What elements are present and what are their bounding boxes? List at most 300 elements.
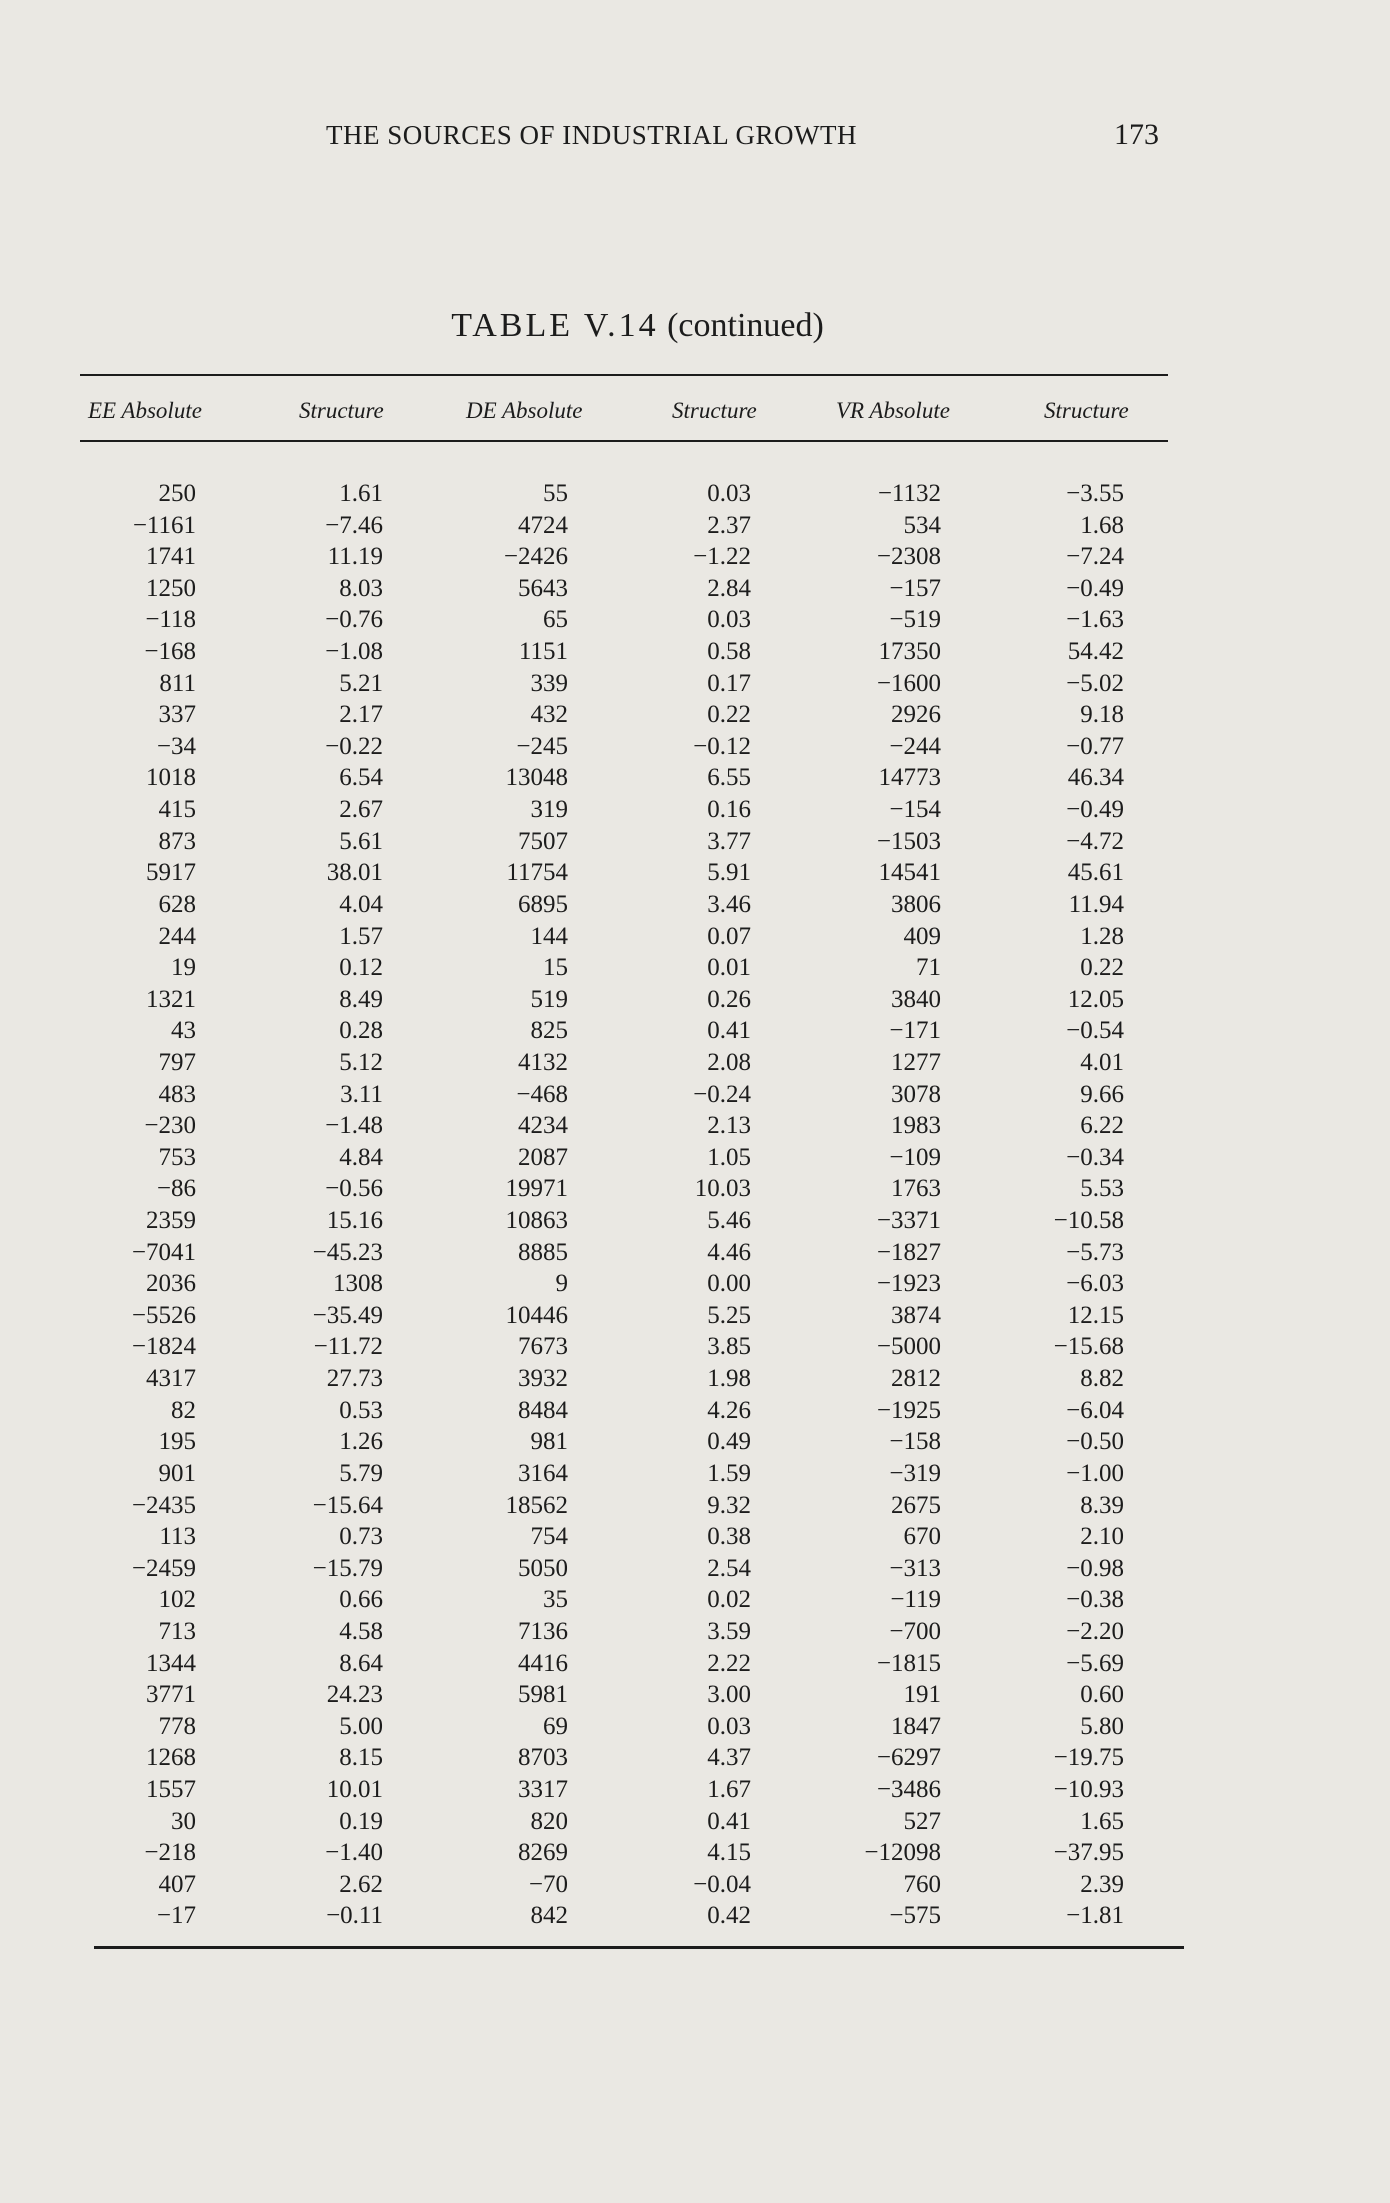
cell-ee-structure: 1.26: [339, 1428, 383, 1456]
cell-vr-absolute: −575: [889, 1902, 941, 1930]
cell-vr-structure: −0.34: [1066, 1143, 1124, 1171]
cell-ee-structure: 1.57: [339, 922, 383, 950]
cell-ee-absolute: 628: [158, 890, 196, 918]
cell-vr-structure: −1.63: [1066, 606, 1124, 634]
cell-ee-absolute: 82: [171, 1396, 196, 1424]
cell-de-absolute: 1151: [518, 638, 568, 666]
cell-de-structure: 0.03: [707, 480, 751, 507]
cell-vr-structure: −15.68: [1053, 1333, 1124, 1361]
cell-vr-absolute: 3078: [891, 1080, 941, 1108]
cell-ee-absolute: 901: [158, 1459, 196, 1487]
cell-de-absolute: −2426: [503, 543, 568, 571]
cell-vr-absolute: 14773: [878, 764, 941, 792]
cell-vr-absolute: 3840: [891, 985, 941, 1013]
cell-de-absolute: 65: [543, 606, 568, 634]
cell-vr-absolute: −109: [889, 1143, 941, 1171]
table-title-main: TABLE V.14: [451, 307, 659, 344]
table-row: [0, 986, 1390, 1018]
cell-de-structure: 4.37: [707, 1744, 751, 1772]
cell-de-absolute: 18562: [505, 1491, 568, 1519]
cell-vr-absolute: 71: [916, 954, 941, 982]
cell-ee-structure: 2.67: [339, 796, 383, 824]
cell-de-absolute: 6895: [518, 890, 568, 918]
cell-ee-structure: −1.48: [325, 1112, 383, 1140]
table-row: [0, 1270, 1390, 1302]
cell-ee-structure: −7.46: [325, 511, 383, 539]
table-row: [0, 1713, 1390, 1745]
cell-ee-structure: 15.16: [326, 1207, 383, 1235]
cell-de-absolute: 11754: [506, 859, 568, 887]
cell-de-structure: 1.98: [707, 1365, 751, 1393]
table-row: [0, 606, 1390, 638]
cell-ee-absolute: 195: [158, 1428, 196, 1456]
cell-ee-structure: 5.12: [339, 1048, 383, 1076]
cell-vr-structure: 11.94: [1068, 890, 1124, 918]
cell-vr-structure: 46.34: [1067, 764, 1124, 792]
cell-de-structure: 2.22: [707, 1649, 751, 1677]
cell-ee-absolute: 250: [158, 480, 196, 507]
cell-ee-absolute: 797: [158, 1048, 196, 1076]
cell-ee-structure: 0.66: [339, 1586, 383, 1614]
cell-de-absolute: 4132: [518, 1048, 568, 1076]
cell-vr-absolute: −519: [889, 606, 941, 634]
cell-vr-structure: −0.49: [1066, 796, 1124, 824]
cell-vr-absolute: 1763: [891, 1175, 941, 1203]
cell-vr-absolute: 2926: [891, 701, 941, 729]
cell-de-absolute: 8269: [518, 1839, 568, 1867]
cell-vr-absolute: 409: [903, 922, 941, 950]
cell-vr-absolute: 17350: [878, 638, 941, 666]
table-row: [0, 575, 1390, 607]
cell-vr-structure: 1.65: [1080, 1807, 1124, 1835]
cell-ee-structure: 2.17: [339, 701, 383, 729]
cell-vr-structure: −0.77: [1066, 732, 1124, 760]
table-row: [0, 1144, 1390, 1176]
table-row: [0, 1207, 1390, 1239]
cell-vr-absolute: 1277: [891, 1048, 941, 1076]
cell-vr-absolute: 527: [903, 1807, 941, 1835]
cell-de-structure: 0.42: [707, 1902, 751, 1930]
table-row: [0, 1460, 1390, 1492]
cell-vr-structure: −10.93: [1053, 1775, 1124, 1803]
table-row: [0, 733, 1390, 765]
column-header-de-structure: Structure: [672, 398, 757, 423]
cell-ee-absolute: −5526: [131, 1301, 196, 1329]
cell-ee-absolute: 483: [158, 1080, 196, 1108]
cell-ee-structure: 2.62: [339, 1870, 383, 1898]
table-row: [0, 1365, 1390, 1397]
table-row: [0, 1492, 1390, 1524]
cell-ee-absolute: −218: [144, 1839, 196, 1867]
cell-ee-structure: 10.01: [326, 1775, 383, 1803]
cell-de-absolute: 7673: [518, 1333, 568, 1361]
cell-de-absolute: −468: [516, 1080, 568, 1108]
cell-vr-structure: 1.28: [1080, 922, 1124, 950]
cell-de-structure: 0.22: [707, 701, 751, 729]
table-row: [0, 1555, 1390, 1587]
cell-vr-absolute: 760: [903, 1870, 941, 1898]
cell-de-absolute: 15: [543, 954, 568, 982]
show-through-text: [450, 200, 461, 251]
cell-vr-absolute: −5000: [876, 1333, 941, 1361]
cell-de-absolute: −245: [516, 732, 568, 760]
cell-vr-structure: 6.22: [1080, 1112, 1124, 1140]
cell-ee-absolute: −1824: [131, 1333, 196, 1361]
cell-de-absolute: 432: [530, 701, 568, 729]
cell-vr-structure: −37.95: [1053, 1839, 1124, 1867]
cell-ee-structure: −11.72: [313, 1333, 383, 1361]
cell-ee-structure: 5.00: [339, 1712, 383, 1740]
cell-de-structure: 5.46: [707, 1207, 751, 1235]
cell-de-absolute: 2087: [518, 1143, 568, 1171]
table-row: [0, 1839, 1390, 1871]
cell-ee-structure: −0.56: [325, 1175, 383, 1203]
cell-vr-absolute: −1923: [876, 1270, 941, 1298]
table-row: [0, 1523, 1390, 1555]
cell-ee-structure: −1.08: [325, 638, 383, 666]
table-row: [0, 638, 1390, 670]
cell-vr-absolute: −171: [889, 1017, 941, 1045]
cell-ee-absolute: 1741: [146, 543, 196, 571]
table-row: [0, 1175, 1390, 1207]
table-body: [0, 480, 1390, 1934]
cell-ee-absolute: −118: [145, 606, 196, 634]
cell-vr-structure: −3.55: [1066, 480, 1124, 507]
cell-vr-structure: −5.69: [1066, 1649, 1124, 1677]
cell-ee-structure: 1.61: [339, 480, 383, 507]
cell-de-absolute: 9: [555, 1270, 568, 1298]
cell-ee-absolute: 30: [171, 1807, 196, 1835]
cell-vr-structure: 45.61: [1067, 859, 1124, 887]
cell-ee-structure: −0.11: [326, 1902, 383, 1930]
cell-ee-absolute: −230: [144, 1112, 196, 1140]
column-header-ee-structure: Structure: [299, 398, 384, 423]
cell-ee-structure: −15.64: [312, 1491, 383, 1519]
cell-de-structure: 3.85: [707, 1333, 751, 1361]
cell-ee-absolute: 1250: [146, 574, 196, 602]
cell-ee-absolute: 43: [171, 1017, 196, 1045]
table-row: [0, 828, 1390, 860]
cell-vr-absolute: −313: [889, 1554, 941, 1582]
cell-vr-structure: −10.58: [1053, 1207, 1124, 1235]
cell-de-absolute: 754: [530, 1523, 568, 1551]
table-row: [0, 1776, 1390, 1808]
cell-de-structure: 10.03: [694, 1175, 751, 1203]
cell-vr-absolute: 3806: [891, 890, 941, 918]
cell-de-absolute: 13048: [505, 764, 568, 792]
table-row: [0, 1333, 1390, 1365]
table-row: [0, 701, 1390, 733]
cell-vr-absolute: −1815: [876, 1649, 941, 1677]
cell-vr-absolute: −700: [889, 1617, 941, 1645]
cell-de-structure: 0.41: [707, 1807, 751, 1835]
cell-vr-structure: 2.10: [1080, 1523, 1124, 1551]
cell-de-structure: 2.54: [707, 1554, 751, 1582]
cell-ee-structure: 8.03: [339, 574, 383, 602]
table-row: [0, 1618, 1390, 1650]
table-row: [0, 1586, 1390, 1618]
cell-vr-absolute: −319: [889, 1459, 941, 1487]
cell-de-absolute: 5643: [518, 574, 568, 602]
cell-ee-structure: 0.12: [339, 954, 383, 982]
table-row: [0, 1112, 1390, 1144]
table-row: [0, 1081, 1390, 1113]
cell-vr-absolute: −6297: [876, 1744, 941, 1772]
cell-vr-structure: 0.22: [1080, 954, 1124, 982]
column-header-de-absolute: DE Absolute: [466, 398, 583, 423]
cell-vr-absolute: 670: [903, 1523, 941, 1551]
cell-ee-absolute: 337: [158, 701, 196, 729]
cell-vr-structure: 0.60: [1080, 1681, 1124, 1709]
cell-ee-structure: 0.73: [339, 1523, 383, 1551]
cell-de-structure: −0.12: [693, 732, 751, 760]
cell-vr-structure: 54.42: [1067, 638, 1124, 666]
column-header-vr-structure: Structure: [1044, 398, 1129, 423]
cell-de-absolute: 35: [543, 1586, 568, 1614]
cell-ee-absolute: 244: [158, 922, 196, 950]
table-bottom-rule: [94, 1946, 1184, 1949]
table-row: [0, 512, 1390, 544]
cell-ee-structure: 27.73: [326, 1365, 383, 1393]
cell-ee-structure: 0.19: [339, 1807, 383, 1835]
table-header-rule: [80, 440, 1168, 442]
cell-vr-absolute: −1827: [876, 1238, 941, 1266]
table-row: [0, 1808, 1390, 1840]
cell-de-structure: 6.55: [707, 764, 751, 792]
table-row: [0, 859, 1390, 891]
cell-de-structure: 0.58: [707, 638, 751, 666]
table-row: [0, 764, 1390, 796]
cell-vr-absolute: −2308: [876, 543, 941, 571]
cell-ee-structure: −0.22: [325, 732, 383, 760]
cell-vr-absolute: −1600: [876, 669, 941, 697]
cell-vr-structure: −5.02: [1066, 669, 1124, 697]
cell-ee-structure: 0.28: [339, 1017, 383, 1045]
cell-ee-absolute: −1161: [132, 511, 196, 539]
cell-de-structure: 0.49: [707, 1428, 751, 1456]
cell-ee-structure: 11.19: [327, 543, 383, 571]
cell-de-absolute: 8885: [518, 1238, 568, 1266]
cell-vr-absolute: −1925: [876, 1396, 941, 1424]
cell-vr-structure: −5.73: [1066, 1238, 1124, 1266]
cell-vr-structure: 12.15: [1067, 1301, 1124, 1329]
cell-vr-absolute: −1132: [877, 480, 941, 507]
cell-vr-absolute: −3371: [876, 1207, 941, 1235]
cell-vr-absolute: 14541: [878, 859, 941, 887]
table-title: [0, 307, 1275, 345]
cell-de-absolute: 3932: [518, 1365, 568, 1393]
cell-vr-absolute: 191: [903, 1681, 941, 1709]
cell-ee-absolute: −7041: [131, 1238, 196, 1266]
cell-vr-absolute: −119: [890, 1586, 941, 1614]
cell-vr-structure: 8.82: [1080, 1365, 1124, 1393]
table-row: [0, 796, 1390, 828]
table-row: [0, 954, 1390, 986]
cell-ee-structure: −35.49: [312, 1301, 383, 1329]
cell-de-structure: 0.26: [707, 985, 751, 1013]
cell-de-absolute: 8484: [518, 1396, 568, 1424]
cell-ee-structure: 24.23: [326, 1681, 383, 1709]
table-row: [0, 1302, 1390, 1334]
cell-vr-absolute: −3486: [876, 1775, 941, 1803]
cell-ee-structure: 8.49: [339, 985, 383, 1013]
cell-vr-absolute: −12098: [864, 1839, 941, 1867]
table-top-rule: [80, 374, 1168, 376]
cell-ee-structure: 4.84: [339, 1143, 383, 1171]
cell-de-structure: 5.91: [707, 859, 751, 887]
cell-ee-absolute: 713: [158, 1617, 196, 1645]
cell-vr-structure: −4.72: [1066, 827, 1124, 855]
cell-de-absolute: 5050: [518, 1554, 568, 1582]
cell-de-absolute: −70: [528, 1870, 568, 1898]
cell-de-absolute: 55: [543, 480, 568, 507]
cell-vr-structure: −0.38: [1066, 1586, 1124, 1614]
cell-de-absolute: 7136: [518, 1617, 568, 1645]
cell-ee-structure: 6.54: [339, 764, 383, 792]
cell-vr-absolute: −154: [889, 796, 941, 824]
cell-ee-absolute: 873: [158, 827, 196, 855]
table-row: [0, 923, 1390, 955]
cell-de-structure: 0.38: [707, 1523, 751, 1551]
table-row: [0, 1428, 1390, 1460]
cell-vr-absolute: 1983: [891, 1112, 941, 1140]
cell-ee-absolute: 19: [171, 954, 196, 982]
cell-vr-structure: −0.54: [1066, 1017, 1124, 1045]
cell-vr-structure: 5.80: [1080, 1712, 1124, 1740]
cell-vr-absolute: −158: [889, 1428, 941, 1456]
cell-vr-structure: −0.98: [1066, 1554, 1124, 1582]
cell-de-absolute: 4416: [518, 1649, 568, 1677]
cell-de-absolute: 519: [530, 985, 568, 1013]
table-row: [0, 670, 1390, 702]
cell-de-absolute: 820: [530, 1807, 568, 1835]
cell-de-structure: 2.84: [707, 574, 751, 602]
cell-vr-structure: −7.24: [1066, 543, 1124, 571]
cell-de-absolute: 10446: [505, 1301, 568, 1329]
cell-ee-structure: 3.11: [340, 1080, 383, 1108]
cell-ee-absolute: 811: [159, 669, 196, 697]
cell-ee-absolute: −86: [156, 1175, 196, 1203]
cell-de-absolute: 69: [543, 1712, 568, 1740]
cell-de-structure: 1.67: [707, 1775, 751, 1803]
cell-de-structure: 3.46: [707, 890, 751, 918]
cell-ee-structure: 5.79: [339, 1459, 383, 1487]
cell-de-absolute: 5981: [518, 1681, 568, 1709]
cell-ee-structure: 5.61: [339, 827, 383, 855]
cell-vr-structure: 4.01: [1080, 1048, 1124, 1076]
cell-ee-absolute: 1321: [146, 985, 196, 1013]
cell-vr-structure: 9.18: [1080, 701, 1124, 729]
cell-vr-structure: −0.49: [1066, 574, 1124, 602]
cell-de-structure: 0.07: [707, 922, 751, 950]
cell-de-structure: 0.02: [707, 1586, 751, 1614]
cell-de-structure: 4.15: [707, 1839, 751, 1867]
column-header-ee-absolute: EE Absolute: [88, 398, 202, 423]
column-header-vr-absolute: VR Absolute: [836, 398, 950, 423]
cell-ee-absolute: 113: [159, 1523, 196, 1551]
cell-de-absolute: 3317: [518, 1775, 568, 1803]
table-title-suffix: (continued): [667, 307, 824, 344]
cell-de-structure: 5.25: [707, 1301, 751, 1329]
cell-de-absolute: 319: [530, 796, 568, 824]
cell-vr-structure: −19.75: [1053, 1744, 1124, 1772]
cell-ee-absolute: 407: [158, 1870, 196, 1898]
cell-de-structure: 3.00: [707, 1681, 751, 1709]
cell-de-structure: 0.00: [707, 1270, 751, 1298]
cell-vr-absolute: 534: [903, 511, 941, 539]
cell-de-structure: 0.01: [707, 954, 751, 982]
cell-vr-structure: −1.81: [1066, 1902, 1124, 1930]
cell-vr-absolute: 2675: [891, 1491, 941, 1519]
cell-de-structure: −1.22: [693, 543, 751, 571]
cell-ee-structure: −45.23: [312, 1238, 383, 1266]
cell-ee-absolute: −34: [156, 732, 196, 760]
cell-de-absolute: 981: [530, 1428, 568, 1456]
cell-de-absolute: 7507: [518, 827, 568, 855]
cell-de-absolute: 339: [530, 669, 568, 697]
cell-vr-absolute: −157: [889, 574, 941, 602]
cell-ee-structure: −1.40: [325, 1839, 383, 1867]
cell-de-absolute: 3164: [518, 1459, 568, 1487]
cell-vr-structure: 1.68: [1080, 511, 1124, 539]
cell-ee-absolute: 1557: [146, 1775, 196, 1803]
cell-ee-absolute: −17: [156, 1902, 196, 1930]
cell-vr-absolute: 2812: [891, 1365, 941, 1393]
cell-de-structure: 1.05: [707, 1143, 751, 1171]
cell-de-structure: −0.04: [693, 1870, 751, 1898]
table-row: [0, 1650, 1390, 1682]
table-row: [0, 1239, 1390, 1271]
cell-de-structure: 2.13: [707, 1112, 751, 1140]
table-row: [0, 1871, 1390, 1903]
cell-vr-structure: 8.39: [1080, 1491, 1124, 1519]
cell-de-absolute: 10863: [505, 1207, 568, 1235]
cell-de-structure: 2.37: [707, 511, 751, 539]
table-row: [0, 1017, 1390, 1049]
cell-ee-structure: 0.53: [339, 1396, 383, 1424]
cell-ee-absolute: 4317: [146, 1365, 196, 1393]
cell-de-structure: 2.08: [707, 1048, 751, 1076]
cell-vr-absolute: −244: [889, 732, 941, 760]
cell-ee-structure: 4.58: [339, 1617, 383, 1645]
cell-ee-absolute: −168: [144, 638, 196, 666]
cell-vr-structure: 2.39: [1080, 1870, 1124, 1898]
table-row: [0, 1902, 1390, 1934]
cell-ee-absolute: 1344: [146, 1649, 196, 1677]
page-number: 173: [1114, 118, 1159, 151]
cell-vr-structure: 9.66: [1080, 1080, 1124, 1108]
cell-de-absolute: 8703: [518, 1744, 568, 1772]
cell-de-structure: 4.46: [707, 1238, 751, 1266]
cell-vr-structure: −0.50: [1066, 1428, 1124, 1456]
cell-vr-structure: 12.05: [1067, 985, 1124, 1013]
cell-ee-structure: −0.76: [325, 606, 383, 634]
cell-de-absolute: 825: [530, 1017, 568, 1045]
cell-de-absolute: 842: [530, 1902, 568, 1930]
cell-ee-structure: 8.64: [339, 1649, 383, 1677]
cell-vr-structure: −1.00: [1066, 1459, 1124, 1487]
cell-de-structure: 3.77: [707, 827, 751, 855]
cell-de-structure: 0.41: [707, 1017, 751, 1045]
cell-ee-absolute: 2359: [146, 1207, 196, 1235]
cell-de-absolute: 19971: [505, 1175, 568, 1203]
cell-ee-structure: 5.21: [339, 669, 383, 697]
cell-de-absolute: 4724: [518, 511, 568, 539]
cell-ee-structure: 8.15: [339, 1744, 383, 1772]
cell-de-structure: 4.26: [707, 1396, 751, 1424]
cell-vr-structure: 5.53: [1080, 1175, 1124, 1203]
cell-de-structure: 1.59: [707, 1459, 751, 1487]
